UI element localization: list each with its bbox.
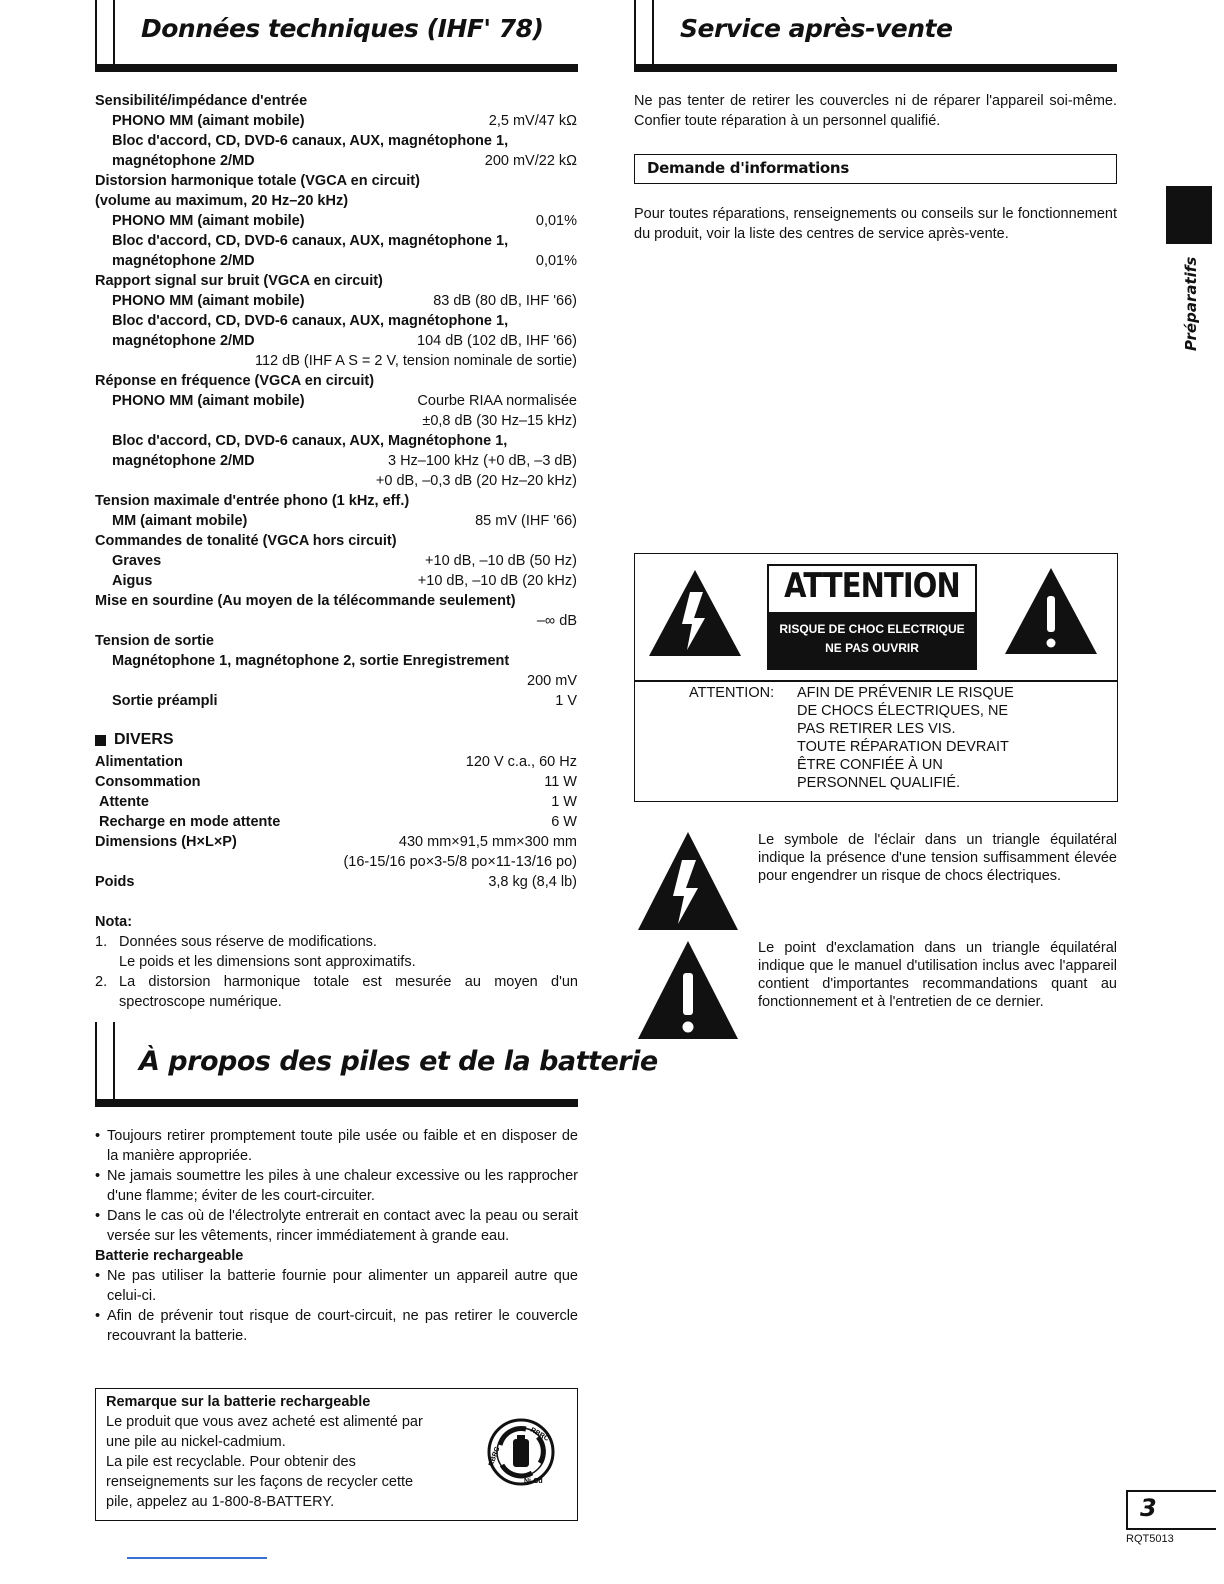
spec-value: 1 V	[555, 693, 577, 709]
spec-label: Sortie préampli	[112, 693, 218, 709]
rechargeable-heading: Batterie rechargeable	[95, 1248, 244, 1264]
spec-label: Bloc d'accord, CD, DVD-6 canaux, AUX, Magnétophone 1,	[112, 433, 508, 449]
tech-section-header	[95, 0, 578, 72]
spec-label: Bloc d'accord, CD, DVD-6 canaux, AUX, magnétophone 1,	[112, 233, 509, 249]
spec-value: ±0,8 dB (30 Hz–15 kHz)	[422, 413, 577, 429]
spec-list	[95, 91, 577, 711]
spec-label: Tension maximale d'entrée phono (1 kHz, eff.)	[95, 493, 410, 509]
remark-box	[95, 1388, 578, 1521]
spec-value: (16-15/16 po×3-5/8 po×11-13/16 po)	[343, 854, 577, 870]
spec-label: PHONO MM (aimant mobile)	[112, 293, 305, 309]
nota-text: La distorsion harmonique totale est mesurée au moyen d'un spectroscope numérique.	[119, 974, 578, 1010]
spec-value: 0,01%	[535, 253, 577, 269]
spec-value: 11 W	[544, 774, 577, 790]
list-item: • Toujours retirer promptement toute pile usée ou faible et en disposer de la manière appropriée.	[95, 1126, 578, 1166]
spec-label: Commandes de tonalité (VGCA hors circuit)	[95, 533, 397, 549]
header-rule	[634, 64, 1117, 72]
spec-value: +10 dB, –10 dB (50 Hz)	[425, 553, 577, 569]
attention-line: ÊTRE CONFIÉE À UN	[797, 757, 943, 773]
spec-label: PHONO MM (aimant mobile)	[112, 113, 305, 129]
spec-value: 1 W	[551, 794, 577, 810]
spec-label: Sensibilité/impédance d'entrée	[95, 93, 308, 109]
side-tab-marker	[1166, 186, 1212, 244]
nota-text: Le poids et les dimensions sont approximatifs.	[119, 954, 416, 970]
service-text: Ne pas tenter de retirer les couvercles ni de réparer l'appareil soi-même. Confier toute réparation à un personnel qualifié.	[634, 93, 1117, 129]
attention-divider	[635, 680, 1117, 682]
attention-black-band	[767, 612, 977, 670]
spec-label: Alimentation	[95, 754, 183, 770]
nota-number: 2.	[95, 974, 108, 990]
spec-label: Dimensions (H×L×P)	[95, 834, 237, 850]
spec-label: Consommation	[95, 774, 201, 790]
spec-label: Graves	[112, 553, 162, 569]
spec-label: MM (aimant mobile)	[112, 513, 248, 529]
battery-title: À propos des piles et de la batterie	[139, 1046, 658, 1077]
spec-label: magnétophone 2/MD	[112, 333, 255, 349]
spec-value: 0,01%	[535, 213, 577, 229]
remark-line: La pile est recyclable. Pour obtenir des	[106, 1454, 356, 1470]
list-item: • Ne pas utiliser la batterie fournie pour alimenter un appareil autre que celui-ci.	[95, 1266, 578, 1306]
service-section-header	[634, 0, 1117, 72]
page-number-box	[1126, 1490, 1216, 1530]
header-rule	[95, 64, 578, 72]
spec-label: Magnétophone 1, magnétophone 2, sortie Enregistrement	[112, 653, 510, 669]
spec-label: Bloc d'accord, CD, DVD-6 canaux, AUX, magnétophone 1,	[112, 133, 509, 149]
page-number: 3	[1140, 1494, 1157, 1522]
attention-line: AFIN DE PRÉVENIR LE RISQUE	[797, 685, 1014, 701]
seal-text: RBRC	[529, 1426, 551, 1443]
spec-label: Poids	[95, 874, 135, 890]
header-bar	[634, 0, 654, 72]
attention-box	[634, 553, 1118, 802]
battery-bullets	[95, 1126, 578, 1246]
spec-label: Recharge en mode attente	[99, 814, 281, 830]
attention-sub-line: RISQUE DE CHOC ELECTRIQUE	[779, 622, 965, 636]
footer-rule	[127, 1557, 267, 1559]
rbrc-recycle-seal-icon	[486, 1417, 556, 1487]
spec-label: magnétophone 2/MD	[112, 153, 255, 169]
spec-value: +0 dB, –0,3 dB (20 Hz–20 kHz)	[375, 473, 577, 489]
attention-line: PERSONNEL QUALIFIÉ.	[797, 775, 961, 791]
square-bullet-icon	[95, 735, 106, 746]
battery-section-header	[95, 1022, 658, 1108]
spec-label: PHONO MM (aimant mobile)	[112, 213, 305, 229]
info-heading: Demande d'informations	[647, 159, 849, 177]
spec-label: magnétophone 2/MD	[112, 453, 255, 469]
exclamation-warning-icon	[1003, 566, 1099, 656]
spec-label: Mise en sourdine (Au moyen de la télécommande seulement)	[95, 593, 516, 609]
attention-big-text: ATTENTION	[784, 566, 960, 606]
divers-heading-label: DIVERS	[114, 731, 174, 748]
remark-title: Remarque sur la batterie rechargeable	[106, 1394, 371, 1410]
seal-text: Ni-Cd	[524, 1478, 543, 1485]
exclamation-text: Le point d'exclamation dans un triangle équilatéral indique que le manuel d'utilisation inclus avec l'appareil contient d'importantes recommandations quant au fonctionnement et à l'entretien de ce dernier.	[758, 940, 1117, 1010]
spec-value: +10 dB, –10 dB (20 kHz)	[417, 573, 577, 589]
spec-value: 3 Hz–100 kHz (+0 dB, –3 dB)	[387, 453, 577, 469]
spec-value: 200 mV/22 kΩ	[484, 153, 577, 169]
spec-label: Attente	[99, 794, 149, 810]
divers-list	[95, 752, 577, 892]
nota-block	[95, 912, 578, 1012]
lightning-warning-icon	[647, 568, 743, 658]
spec-label: Distorsion harmonique totale (VGCA en circuit)	[95, 173, 420, 189]
spec-value: 85 mV (IHF '66)	[475, 513, 577, 529]
spec-label: (volume au maximum, 20 Hz–20 kHz)	[95, 193, 349, 209]
spec-value: 104 dB (102 dB, IHF '66)	[417, 333, 577, 349]
attention-lines	[797, 684, 1014, 792]
rechargeable-bullets	[95, 1266, 578, 1346]
nota-text: Données sous réserve de modifications.	[119, 934, 377, 950]
remark-line: Le produit que vous avez acheté est alimenté par	[106, 1414, 423, 1430]
spec-value: Courbe RIAA normalisée	[417, 393, 577, 409]
battery-content	[95, 1126, 578, 1346]
spec-value: 6 W	[551, 814, 577, 830]
nota-label: Nota:	[95, 914, 133, 930]
doc-code: RQT5013	[1126, 1533, 1174, 1545]
header-rule	[95, 1099, 578, 1107]
attention-line: DE CHOCS ÉLECTRIQUES, NE	[797, 703, 1009, 719]
spec-value: –∞ dB	[536, 613, 577, 629]
spec-value: 200 mV	[527, 673, 577, 689]
remark-line: renseignements sur les façons de recycler cette	[106, 1474, 414, 1490]
spec-value: 112 dB (IHF A S = 2 V, tension nominale de sortie)	[254, 353, 577, 369]
attention-line: TOUTE RÉPARATION DEVRAIT	[797, 739, 1009, 755]
spec-label: Aigus	[112, 573, 153, 589]
spec-label: magnétophone 2/MD	[112, 253, 255, 269]
lightning-text: Le symbole de l'éclair dans un triangle équilatéral indique la présence d'une tension suffisamment élevée pour engendrer un risque de chocs électriques.	[758, 832, 1117, 884]
spec-label: PHONO MM (aimant mobile)	[112, 393, 305, 409]
spec-label: Réponse en fréquence (VGCA en circuit)	[95, 373, 375, 389]
spec-value: 120 V c.a., 60 Hz	[465, 754, 577, 770]
attention-line: PAS RETIRER LES VIS.	[797, 721, 956, 737]
attention-label: ATTENTION:	[689, 685, 775, 701]
header-bar	[95, 0, 115, 72]
spec-label: Rapport signal sur bruit (VGCA en circuit)	[95, 273, 383, 289]
attention-sub-line: NE PAS OUVRIR	[825, 641, 919, 655]
exclamation-triangle-icon	[636, 939, 740, 1043]
spec-label: Tension de sortie	[95, 633, 214, 649]
spec-value: 83 dB (80 dB, IHF '66)	[433, 293, 577, 309]
info-heading-box	[634, 154, 1117, 184]
list-item: • Dans le cas où de l'électrolyte entrerait en contact avec la peau ou serait versée sur les vêtements, rincer immédiatement à grande eau.	[95, 1206, 578, 1246]
service-title: Service après-vente	[680, 14, 953, 43]
list-item: • Ne jamais soumettre les piles à une chaleur excessive ou les rapprocher d'une flamme; éviter de les court-circuiter.	[95, 1166, 578, 1206]
seal-text: RBRC	[487, 1446, 502, 1468]
spec-value: 3,8 kg (8,4 lb)	[488, 874, 577, 890]
remark-line: une pile au nickel-cadmium.	[106, 1434, 286, 1450]
info-text: Pour toutes réparations, renseignements ou conseils sur le fonctionnement du produit, voir la liste des centres de service après-vente.	[634, 206, 1117, 242]
spec-value: 430 mm×91,5 mm×300 mm	[398, 834, 577, 850]
spec-value: 2,5 mV/47 kΩ	[488, 113, 577, 129]
side-tab-label: Préparatifs	[1182, 256, 1200, 351]
divers-heading	[95, 731, 174, 749]
remark-line: pile, appelez au 1-800-8-BATTERY.	[106, 1494, 335, 1510]
attention-label-panel	[767, 564, 977, 672]
header-bar	[95, 1022, 115, 1106]
tech-title: Données techniques (IHF' 78)	[141, 14, 544, 43]
spec-label: Bloc d'accord, CD, DVD-6 canaux, AUX, magnétophone 1,	[112, 313, 509, 329]
nota-number: 1.	[95, 934, 108, 950]
list-item: • Afin de prévenir tout risque de court-circuit, ne pas retirer le couvercle recouvrant la batterie.	[95, 1306, 578, 1346]
lightning-triangle-icon	[636, 830, 740, 934]
